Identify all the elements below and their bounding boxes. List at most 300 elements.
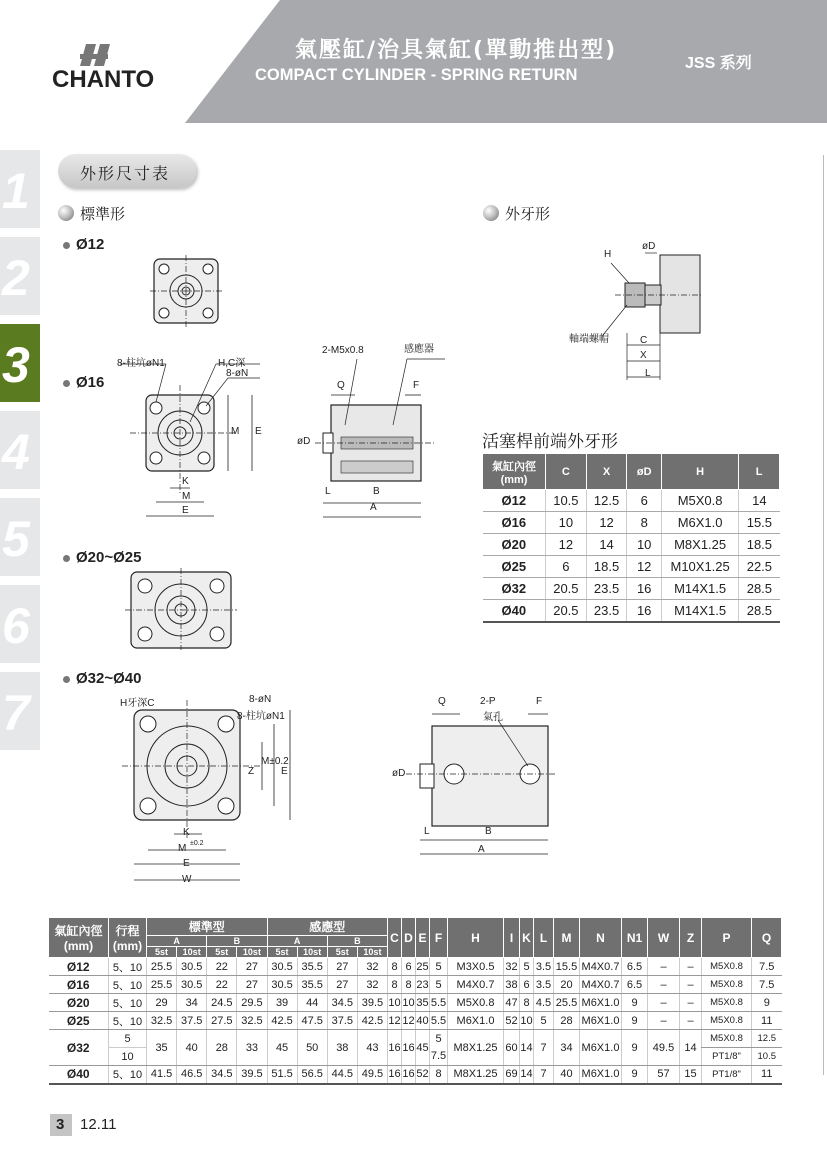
note-air-hole: 氣孔 xyxy=(483,712,503,723)
table-cell: – xyxy=(648,976,680,994)
table-cell: 35.5 xyxy=(297,976,327,994)
col-header: C xyxy=(546,454,587,490)
table-cell: 8 xyxy=(627,512,662,534)
table-cell: M6X1.0 xyxy=(580,1030,622,1066)
table-cell: 51.5 xyxy=(267,1066,297,1084)
table-cell: M6X1.0 xyxy=(580,1066,622,1084)
dim-e-32-bottom: E xyxy=(183,858,190,869)
table-cell: M5X0.8 xyxy=(448,994,504,1012)
row-size-cell: Ø40 xyxy=(483,600,546,622)
table-cell: 12.5 xyxy=(752,1030,782,1048)
table-cell: 5、10 xyxy=(109,958,147,976)
col-header-10st: 10st xyxy=(237,947,267,958)
table-cell: 9 xyxy=(622,1066,648,1084)
bullet-dot-icon xyxy=(63,242,70,249)
col-header-sensor: 感應型 xyxy=(267,918,388,936)
dim-b-32: B xyxy=(485,826,492,837)
table-cell: 9 xyxy=(622,1030,648,1066)
table-cell: 6 xyxy=(520,976,534,994)
table-cell: 44.5 xyxy=(327,1066,357,1084)
note-counterbore-32: 8-柱坑øN1 xyxy=(237,711,285,722)
dim-a: A xyxy=(370,502,377,513)
size-label-12: Ø12 xyxy=(76,236,105,253)
table-cell: 12 xyxy=(388,1012,402,1030)
table-cell: 16 xyxy=(388,1030,402,1066)
table-cell: 27.5 xyxy=(207,1012,237,1030)
table-cell: 11 xyxy=(752,1012,782,1030)
table-cell: 6 xyxy=(627,490,662,512)
table-cell: 42.5 xyxy=(267,1012,297,1030)
dim-m-32: M xyxy=(178,843,187,854)
col-header-5st: 5st xyxy=(207,947,237,958)
col-header-standard: 標準型 xyxy=(147,918,268,936)
bullet-dot-icon xyxy=(63,380,70,387)
table-cell: 29 xyxy=(147,994,177,1012)
table-cell: M10X1.25 xyxy=(661,556,738,578)
table-cell: M5X0.8 xyxy=(702,958,752,976)
col-header: I xyxy=(504,918,520,958)
table-cell: 8 xyxy=(388,976,402,994)
bullet-ball-icon xyxy=(58,205,74,221)
drawing-side-view-16 xyxy=(295,345,455,525)
dim-c-thread: C xyxy=(640,335,648,346)
table-cell: 16 xyxy=(627,600,662,622)
table-cell: M6X1.0 xyxy=(580,1012,622,1030)
table-row xyxy=(483,578,780,600)
table-row xyxy=(49,976,782,994)
note-n-holes-32: 8-øN xyxy=(249,694,272,705)
table-cell: 52 xyxy=(504,1012,520,1030)
chapter-badge: 3 xyxy=(50,1114,72,1136)
table-cell: 3.5 xyxy=(534,976,554,994)
table-cell: – xyxy=(648,994,680,1012)
table-cell: 69 xyxy=(504,1066,520,1084)
col-header-b: B xyxy=(327,936,387,947)
table-cell: 14 xyxy=(739,490,780,512)
dim-od-32: øD xyxy=(392,768,406,779)
table-cell: 56.5 xyxy=(297,1066,327,1084)
table-cell: 11 xyxy=(752,1066,782,1084)
table-cell: 25.5 xyxy=(147,958,177,976)
side-tab-3[interactable]: 3 xyxy=(0,324,40,402)
col-header-10st: 10st xyxy=(357,947,387,958)
table-cell: 39.5 xyxy=(357,994,387,1012)
series-label: JSS 系列 xyxy=(685,55,752,72)
table-cell: 14 xyxy=(520,1030,534,1066)
table-cell: 34.5 xyxy=(207,1066,237,1084)
table-cell: M5X0.8 xyxy=(702,994,752,1012)
table-cell: 5、10 xyxy=(109,994,147,1012)
table-cell: M4X0.7 xyxy=(448,976,504,994)
dim-b: B xyxy=(373,486,380,497)
table-cell: 40 xyxy=(554,1066,580,1084)
table-cell: 28 xyxy=(207,1030,237,1066)
col-header: L xyxy=(534,918,554,958)
table-cell: M5X0.8 xyxy=(702,1030,752,1048)
thread-table-title: 活塞桿前端外牙形 xyxy=(482,432,618,452)
page-title-zh: 氣壓缸/治具氣缸(單動推出型) xyxy=(295,38,618,63)
table-cell: 42.5 xyxy=(357,1012,387,1030)
table-cell: 10 xyxy=(520,1012,534,1030)
col-header: X xyxy=(586,454,627,490)
table-cell: 7 xyxy=(534,1030,554,1066)
table-cell: M3X0.5 xyxy=(448,958,504,976)
dim-k: K xyxy=(182,476,189,487)
table-cell: 5 xyxy=(534,1012,554,1030)
table-cell: 28.5 xyxy=(739,600,780,622)
table-cell: 23 xyxy=(416,976,430,994)
table-row xyxy=(49,958,782,976)
side-tab-6[interactable]: 6 xyxy=(0,585,40,663)
col-header-5st: 5st xyxy=(147,947,177,958)
col-header: F xyxy=(430,918,448,958)
col-header: 氣缸內徑 (mm) xyxy=(483,454,546,490)
col-header: L xyxy=(739,454,780,490)
table-cell: 29.5 xyxy=(237,994,267,1012)
table-cell: 10 xyxy=(402,994,416,1012)
col-header: Z xyxy=(680,918,702,958)
table-cell: 57 xyxy=(648,1066,680,1084)
table-cell: 35 xyxy=(416,994,430,1012)
dim-m-32-tolerance: ±0.2 xyxy=(190,840,204,847)
table-cell: 50 xyxy=(297,1030,327,1066)
row-size-cell: Ø16 xyxy=(483,512,546,534)
table-cell: 18.5 xyxy=(739,534,780,556)
table-cell: 3.5 xyxy=(534,958,554,976)
dim-k-32: K xyxy=(183,827,190,838)
dim-od-thread: øD xyxy=(642,241,656,252)
table-cell: 38 xyxy=(327,1030,357,1066)
col-header-bore: 氣缸內徑 (mm) xyxy=(49,918,109,958)
table-cell: 14 xyxy=(680,1030,702,1066)
table-row xyxy=(49,1066,782,1084)
col-header-a: A xyxy=(267,936,327,947)
table-cell: 45 xyxy=(267,1030,297,1066)
table-cell: 6 xyxy=(402,958,416,976)
dim-x-thread: X xyxy=(640,350,647,361)
col-header: M xyxy=(554,918,580,958)
table-row xyxy=(49,1012,782,1030)
table-cell: 32 xyxy=(357,976,387,994)
table-cell: 40 xyxy=(416,1012,430,1030)
col-header: C xyxy=(388,918,402,958)
table-cell: 8 xyxy=(520,994,534,1012)
table-cell: 20.5 xyxy=(546,600,587,622)
table-cell: 60 xyxy=(504,1030,520,1066)
table-cell: 35.5 xyxy=(297,958,327,976)
table-cell: 47.5 xyxy=(297,1012,327,1030)
table-cell: 27 xyxy=(237,976,267,994)
row-size-cell: Ø32 xyxy=(49,1030,109,1066)
table-cell: 6.5 xyxy=(622,976,648,994)
dim-e: E xyxy=(255,426,262,437)
table-cell: M5X0.8 xyxy=(702,1012,752,1030)
table-cell: 8 xyxy=(430,1066,448,1084)
table-cell: 16 xyxy=(402,1030,416,1066)
col-header-5st: 5st xyxy=(267,947,297,958)
row-size-cell: Ø25 xyxy=(49,1012,109,1030)
table-cell: 5 xyxy=(430,1030,448,1048)
dim-q: Q xyxy=(337,380,345,391)
table-cell: 5、10 xyxy=(109,976,147,994)
row-size-cell: Ø12 xyxy=(49,958,109,976)
table-cell: 28.5 xyxy=(739,578,780,600)
bullet-dot-icon xyxy=(63,555,70,562)
table-cell: 23.5 xyxy=(586,600,627,622)
note-n-holes: 8-øN xyxy=(226,368,249,379)
table-cell: 9 xyxy=(622,994,648,1012)
table-row xyxy=(49,1030,782,1048)
bullet-dot-icon xyxy=(63,676,70,683)
table-cell: 10 xyxy=(627,534,662,556)
dim-l: L xyxy=(325,486,331,497)
thread-table-header xyxy=(483,454,780,490)
thread-table xyxy=(482,453,780,623)
col-header-stroke: 行程 (mm) xyxy=(109,918,147,958)
table-cell: M8X1.25 xyxy=(448,1030,504,1066)
section-title-pill: 外形尺寸表 xyxy=(58,154,196,188)
table-cell: 7.5 xyxy=(430,1048,448,1066)
table-cell: 16 xyxy=(627,578,662,600)
table-cell: 4.5 xyxy=(534,994,554,1012)
table-cell: 15 xyxy=(680,1066,702,1084)
col-header: øD xyxy=(627,454,662,490)
table-cell: – xyxy=(648,958,680,976)
table-cell: 20.5 xyxy=(546,578,587,600)
table-cell: 10 xyxy=(388,994,402,1012)
external-thread-type-label: 外牙形 xyxy=(505,205,551,223)
dim-w: W xyxy=(182,874,192,885)
table-cell: 45 xyxy=(416,1030,430,1066)
side-tab-5[interactable]: 5 xyxy=(0,498,40,576)
table-cell: PT1/8" xyxy=(702,1048,752,1066)
table-cell: 7 xyxy=(534,1066,554,1084)
table-cell: 22.5 xyxy=(739,556,780,578)
table-row xyxy=(483,556,780,578)
table-cell: 16 xyxy=(402,1066,416,1084)
table-cell: 5 xyxy=(430,958,448,976)
table-cell: 8 xyxy=(402,976,416,994)
table-cell: 20 xyxy=(554,976,580,994)
table-cell: 22 xyxy=(207,958,237,976)
dim-q-32: Q xyxy=(438,696,446,707)
col-header: W xyxy=(648,918,680,958)
side-tab-7[interactable]: 7 xyxy=(0,672,40,750)
note-rod-nut: 軸端螺帽 xyxy=(569,334,609,345)
table-cell: 18.5 xyxy=(586,556,627,578)
note-sensor: 感應器 xyxy=(404,344,434,355)
col-header: N xyxy=(580,918,622,958)
table-cell: 35 xyxy=(147,1030,177,1066)
table-cell: 49.5 xyxy=(648,1030,680,1066)
table-cell: M6X1.0 xyxy=(661,512,738,534)
table-cell: 41.5 xyxy=(147,1066,177,1084)
table-cell: 49.5 xyxy=(357,1066,387,1084)
table-cell: M6X1.0 xyxy=(448,1012,504,1030)
table-cell: PT1/8" xyxy=(702,1066,752,1084)
table-cell: 27 xyxy=(327,976,357,994)
dim-l-32: L xyxy=(424,826,430,837)
table-cell: – xyxy=(680,976,702,994)
col-header-10st: 10st xyxy=(297,947,327,958)
table-row xyxy=(483,600,780,622)
table-cell: 43 xyxy=(357,1030,387,1066)
col-header-10st: 10st xyxy=(177,947,207,958)
table-cell: M4X0.7 xyxy=(580,976,622,994)
table-cell: 25.5 xyxy=(554,994,580,1012)
table-cell: M6X1.0 xyxy=(580,994,622,1012)
table-cell: 40 xyxy=(177,1030,207,1066)
table-cell: 27 xyxy=(327,958,357,976)
table-cell: 12 xyxy=(546,534,587,556)
dim-a-32: A xyxy=(478,844,485,855)
table-cell: 32 xyxy=(504,958,520,976)
table-cell: 7.5 xyxy=(752,958,782,976)
table-cell: 22 xyxy=(207,976,237,994)
table-cell: 25 xyxy=(416,958,430,976)
note-p-ports: 2-P xyxy=(480,696,496,707)
table-cell: 12 xyxy=(586,512,627,534)
drawing-external-thread xyxy=(555,235,705,385)
table-cell: 30.5 xyxy=(267,976,297,994)
bullet-ball-icon xyxy=(483,205,499,221)
table-cell: 5、10 xyxy=(109,1012,147,1030)
table-cell: 39 xyxy=(267,994,297,1012)
table-cell: – xyxy=(648,1012,680,1030)
right-divider xyxy=(823,155,824,1075)
table-cell: 32 xyxy=(357,958,387,976)
col-header-b: B xyxy=(207,936,267,947)
dim-f: F xyxy=(413,380,420,391)
table-cell: M5X0.8 xyxy=(702,976,752,994)
table-cell: 5.5 xyxy=(430,994,448,1012)
note-m5-ports: 2-M5x0.8 xyxy=(322,345,364,356)
table-cell: 12 xyxy=(402,1012,416,1030)
note-hc-depth: H,C深 xyxy=(218,358,246,369)
col-header: K xyxy=(520,918,534,958)
table-cell: 5 xyxy=(520,958,534,976)
note-counterbore: 8-柱坑øN1 xyxy=(117,358,165,369)
side-tab-1[interactable]: 1 xyxy=(0,150,40,228)
table-cell: 12.5 xyxy=(586,490,627,512)
dim-l-thread: L xyxy=(645,368,651,379)
col-header-a: A xyxy=(147,936,207,947)
standard-type-label: 標準形 xyxy=(80,205,126,223)
table-cell: 24.5 xyxy=(207,994,237,1012)
table-cell: – xyxy=(680,958,702,976)
dim-z: Z xyxy=(248,766,255,777)
table-cell: 46.5 xyxy=(177,1066,207,1084)
dim-e-bottom: E xyxy=(182,505,189,516)
table-cell: 5、10 xyxy=(109,1066,147,1084)
table-cell: M8X1.25 xyxy=(448,1066,504,1084)
col-header: P xyxy=(702,918,752,958)
size-label-20-25: Ø20~Ø25 xyxy=(76,549,142,566)
col-header: D xyxy=(402,918,416,958)
dim-f-32: F xyxy=(536,696,543,707)
table-cell: 5.5 xyxy=(430,1012,448,1030)
col-header: H xyxy=(661,454,738,490)
brand-name: CHANTO xyxy=(52,66,155,93)
side-tab-2[interactable]: 2 xyxy=(0,237,40,315)
dim-m-bottom: M xyxy=(182,491,191,502)
table-cell: 10.5 xyxy=(546,490,587,512)
table-cell: 14 xyxy=(520,1066,534,1084)
drawing-front-view-12 xyxy=(150,255,222,327)
dim-od: øD xyxy=(297,436,311,447)
col-header: Q xyxy=(752,918,782,958)
table-cell: 7.5 xyxy=(752,976,782,994)
table-cell: M8X1.25 xyxy=(661,534,738,556)
table-cell: 14 xyxy=(586,534,627,556)
table-cell: 8 xyxy=(388,958,402,976)
row-size-cell: Ø12 xyxy=(483,490,546,512)
table-cell: 32.5 xyxy=(147,1012,177,1030)
table-cell: 23.5 xyxy=(586,578,627,600)
dimension-table xyxy=(48,917,782,1085)
side-tab-4[interactable]: 4 xyxy=(0,411,40,489)
table-cell: 12 xyxy=(627,556,662,578)
dim-e-32: E xyxy=(281,766,288,777)
page-title-en: COMPACT CYLINDER - SPRING RETURN xyxy=(255,66,578,84)
table-cell: 30.5 xyxy=(177,976,207,994)
table-cell: – xyxy=(680,994,702,1012)
table-row xyxy=(483,512,780,534)
table-cell: 38 xyxy=(504,976,520,994)
table-row xyxy=(483,490,780,512)
table-cell: 10 xyxy=(546,512,587,534)
table-cell: M14X1.5 xyxy=(661,600,738,622)
table-cell: 9 xyxy=(622,1012,648,1030)
table-cell: 52 xyxy=(416,1066,430,1084)
col-header: N1 xyxy=(622,918,648,958)
table-cell: 5 xyxy=(109,1030,147,1048)
col-header-5st: 5st xyxy=(327,947,357,958)
col-header: H xyxy=(448,918,504,958)
table-cell: 10.5 xyxy=(752,1048,782,1066)
dim-m: M xyxy=(231,426,240,437)
table-cell: 33 xyxy=(237,1030,267,1066)
table-cell: 47 xyxy=(504,994,520,1012)
table-cell: 5 xyxy=(430,976,448,994)
drawing-front-view-16 xyxy=(110,350,280,530)
table-cell: 25.5 xyxy=(147,976,177,994)
row-size-cell: Ø16 xyxy=(49,976,109,994)
dim-h-thread: H xyxy=(604,249,612,260)
dim-m-tol: M±0.2 xyxy=(261,756,289,767)
table-cell: 30.5 xyxy=(267,958,297,976)
table-cell: M5X0.8 xyxy=(661,490,738,512)
page-number: 12.11 xyxy=(80,1116,117,1133)
table-cell: 39.5 xyxy=(237,1066,267,1084)
table-cell: 15.5 xyxy=(739,512,780,534)
table-cell: 44 xyxy=(297,994,327,1012)
row-size-cell: Ø40 xyxy=(49,1066,109,1084)
table-cell: 37.5 xyxy=(177,1012,207,1030)
row-size-cell: Ø20 xyxy=(483,534,546,556)
table-cell: M14X1.5 xyxy=(661,578,738,600)
table-cell: 28 xyxy=(554,1012,580,1030)
size-label-16: Ø16 xyxy=(76,374,105,391)
table-cell: 16 xyxy=(388,1066,402,1084)
table-cell: 15.5 xyxy=(554,958,580,976)
table-cell: 6.5 xyxy=(622,958,648,976)
table-cell: 37.5 xyxy=(327,1012,357,1030)
table-cell: 34.5 xyxy=(327,994,357,1012)
table-cell: – xyxy=(680,1012,702,1030)
table-cell: 34 xyxy=(177,994,207,1012)
row-size-cell: Ø20 xyxy=(49,994,109,1012)
